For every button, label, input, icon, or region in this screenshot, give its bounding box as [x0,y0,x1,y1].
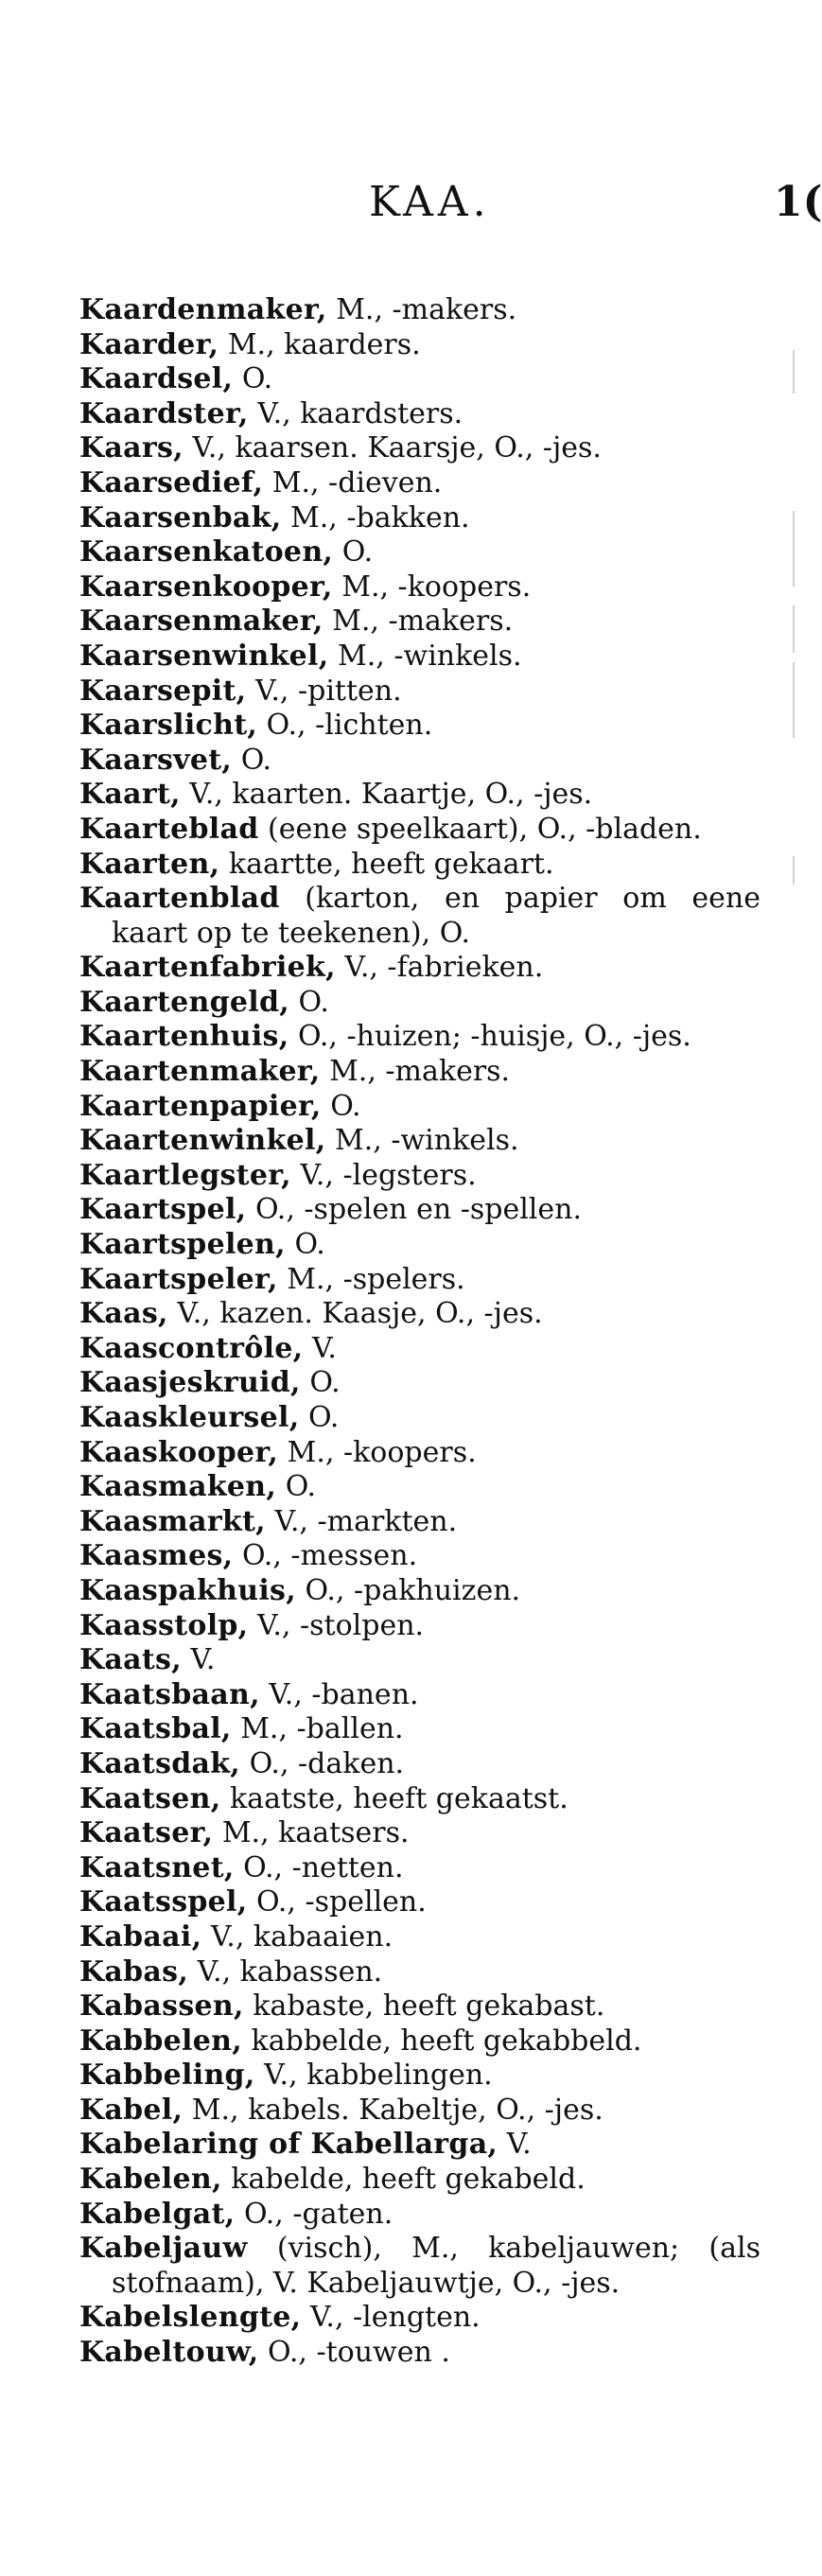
entry-definition: (karton, en papier om eene kaart op te teekenen), O. [112,882,761,950]
entry-headword: Kabbelen, [79,2024,242,2058]
dictionary-entry [79,2024,761,2059]
entry-definition: V., kabaaien. [210,1919,394,1954]
entry-headword: Kaats, [79,1643,182,1677]
entry-definition: M., -makers. [329,1055,511,1089]
dictionary-entry [79,501,761,536]
page-number: 1( [774,178,822,226]
entry-headword: Kaarsenkatoen, [79,535,334,570]
dictionary-entry [79,744,761,779]
entry-definition: O., -pakhuizen. [305,1573,521,1607]
dictionary-entry [79,1090,761,1125]
entry-definition: V. [311,1331,337,1365]
gutter-rule [793,662,795,738]
dictionary-entry [79,1263,761,1298]
entry-headword: Kaasmarkt, [79,1504,266,1538]
dictionary-entry [79,1470,761,1505]
entry-headword: Kaarsenkooper, [79,570,333,604]
entry-definition: V., -lengten. [309,2301,481,2335]
entry-headword: Kabel, [79,2093,184,2127]
entry-definition: O. [294,1228,325,1262]
dictionary-entry [79,328,761,363]
entry-definition: V., kaarten. Kaartje, O., -jes. [189,778,593,812]
dictionary-entry [79,1782,761,1817]
dictionary-entry [79,778,761,813]
dictionary-entry [79,1678,761,1713]
entry-definition: O., -huizen; -huisje, O., -jes. [298,1020,691,1054]
dictionary-entry [79,2059,761,2094]
entry-headword: Kabaai, [79,1919,202,1954]
entry-headword: Kabassen, [79,1989,244,2024]
dictionary-entry [79,1055,761,1090]
gutter-rule [793,856,795,885]
entry-headword: Kabeltouw, [79,2336,259,2370]
entry-definition: V., -markten. [274,1504,458,1538]
dictionary-entry [79,709,761,744]
entry-definition: V., kaardsters. [257,396,463,430]
entry-definition: M., -winkels. [338,639,522,673]
entry-definition: M., -koopers. [341,570,532,604]
entry-headword: Kaaspakhuis, [79,1573,296,1607]
entry-headword: Kaardster, [79,396,249,430]
dictionary-entry [79,431,761,466]
entry-definition: O., -lichten. [266,709,433,743]
entry-headword: Kaas, [79,1297,168,1331]
entry-headword: Kaartlegster, [79,1158,291,1192]
dictionary-entry [79,1505,761,1540]
entry-definition: V., kabassen. [197,1954,383,1989]
entry-definition: O., -touwen . [268,2336,450,2370]
dictionary-entry [79,951,761,986]
entry-headword: Kaardsel, [79,362,234,396]
dictionary-entry [79,1401,761,1436]
entry-definition: V., -legsters. [300,1158,477,1192]
dictionary-entry [79,1747,761,1782]
dictionary-entry [79,1712,761,1747]
dictionary-entry [79,1436,761,1471]
entry-definition: O. [330,1089,361,1123]
entry-definition: M., -dieven. [271,465,443,499]
entry-headword: Kabas, [79,1954,189,1989]
entry-definition: kaatste, heeft gekaatst. [230,1781,568,1815]
entry-headword: Kaatsen, [79,1781,221,1815]
entry-definition: M., -ballen. [240,1712,404,1746]
dictionary-entry [79,1539,761,1574]
entry-definition: V., -fabrieken. [344,951,544,985]
dictionary-entry [79,1332,761,1367]
entry-headword: Kaasjeskruid, [79,1366,301,1400]
dictionary-entry [79,2301,761,2336]
entry-headword: Kaartenwinkel, [79,1124,326,1158]
entry-headword: Kaarsenwinkel, [79,639,329,673]
entry-definition: kaartte, heeft gekaart. [228,847,554,881]
entry-definition: V., -pitten. [254,674,402,708]
entry-headword: Kaarteblad [79,812,259,846]
entry-headword: Kabelslengte, [79,2301,302,2335]
entry-headword: Kaaskooper, [79,1435,279,1469]
entry-definition: M., -bakken. [290,500,470,534]
entry-headword: Kaardenmaker, [79,293,327,326]
entry-definition: O. [308,1401,340,1434]
entry-definition: M., kaarders. [227,327,421,361]
entry-definition: V., -banen. [269,1677,419,1711]
dictionary-entry [79,466,761,501]
entry-definition: O. [285,1470,317,1504]
gutter-rule [793,350,795,394]
dictionary-entry [79,1366,761,1401]
entry-definition: M., -winkels. [335,1124,519,1158]
dictionary-entry [79,293,761,328]
dictionary-entry [79,640,761,675]
dictionary-entry [79,1193,761,1228]
dictionary-entry [79,1609,761,1644]
dictionary-entry [79,1885,761,1920]
entry-headword: Kaatsbaan, [79,1677,260,1711]
entry-headword: Kaartenmaker, [79,1055,321,1089]
dictionary-entry [79,2128,761,2163]
entry-headword: Kaasmes, [79,1539,234,1573]
dictionary-entry [79,848,761,883]
entry-definition: kabbelde, heeft gekabbeld. [251,2024,642,2058]
dictionary-entry [79,1574,761,1609]
entry-definition: M., kabels. Kabeltje, O., -jes. [191,2093,603,2127]
entry-definition: V., kabbelingen. [264,2059,493,2093]
entry-headword: Kaarder, [79,327,219,361]
entry-definition: O. [240,743,272,777]
dictionary-entry [79,2163,761,2198]
dictionary-entry [79,1020,761,1055]
dictionary-entry [79,397,761,432]
dictionary-entry [79,675,761,710]
gutter-rule [793,511,795,587]
page-header [0,0,822,241]
entry-headword: Kaarsenbak, [79,500,282,534]
entry-definition: (visch), M., kabeljauwen; (als stofnaam), V. Kabeljauwtje, O., -jes. [112,2232,761,2300]
dictionary-entry [79,2232,761,2301]
entry-definition: V., -stolpen. [256,1608,425,1642]
dictionary-entry-list [79,293,761,2371]
entry-headword: Kaartenhuis, [79,1020,289,1054]
dictionary-entry [79,605,761,640]
entry-definition: M., -spelers. [287,1262,465,1296]
entry-headword: Kaars, [79,431,184,465]
entry-headword: Kabelen, [79,2163,222,2197]
entry-headword: Kaartenblad [79,882,280,916]
entry-headword: Kabelaring of Kabellarga, [79,2128,498,2162]
entry-headword: Kaascontrôle, [79,1331,304,1365]
dictionary-entry [79,1159,761,1194]
dictionary-entry [79,1920,761,1955]
dictionary-entry [79,1124,761,1159]
dictionary-entry [79,813,761,848]
entry-headword: Kabeljauw [79,2232,248,2266]
running-head: KAA. [369,178,491,226]
dictionary-entry [79,1643,761,1678]
entry-headword: Kaartspeler, [79,1262,278,1296]
dictionary-entry [79,1851,761,1886]
entry-definition: kabelde, heeft gekabeld. [231,2163,586,2197]
dictionary-entry [79,1816,761,1851]
gutter-rule [793,605,795,653]
entry-definition: V. [190,1643,216,1677]
entry-headword: Kaatsbal, [79,1712,232,1746]
entry-headword: Kaartenfabriek, [79,951,336,985]
dictionary-entry [79,2198,761,2233]
dictionary-entry [79,2336,761,2371]
dictionary-entry [79,535,761,570]
entry-definition: V., kazen. Kaasje, O., -jes. [177,1297,543,1331]
entry-headword: Kaatser, [79,1816,214,1850]
entry-headword: Kaatsdak, [79,1746,241,1780]
entry-definition: O., -gaten. [243,2197,394,2231]
entry-definition: O., -daken. [249,1746,405,1780]
entry-definition: O., -netten. [243,1850,404,1884]
entry-definition: O. [309,1366,341,1400]
entry-headword: Kaarten, [79,847,220,881]
entry-definition: M., -koopers. [287,1435,477,1469]
entry-definition: O., -messen. [241,1539,418,1573]
entry-headword: Kaartengeld, [79,985,289,1019]
entry-headword: Kaarsepit, [79,674,247,708]
entry-headword: Kaarsedief, [79,465,264,499]
entry-definition: V. [506,2128,532,2162]
entry-definition: O. [298,985,329,1019]
dictionary-entry [79,2094,761,2129]
entry-headword: Kaarsenmaker, [79,605,324,639]
entry-definition: O. [241,362,273,396]
entry-definition: M., -makers. [336,293,517,326]
entry-headword: Kaarslicht, [79,709,258,743]
entry-headword: Kaartspel, [79,1193,247,1227]
entry-headword: Kabbeling, [79,2059,255,2093]
entry-definition: kabaste, heeft gekabast. [253,1989,605,2024]
dictionary-entry [79,882,761,951]
entry-definition: M., kaatsers. [221,1816,410,1850]
entry-headword: Kaarsvet, [79,743,233,777]
dictionary-entry [79,1989,761,2024]
entry-definition: O., -spellen. [256,1885,427,1919]
entry-definition: (eene speelkaart), O., -bladen. [268,812,702,846]
entry-headword: Kaasstolp, [79,1608,249,1642]
entry-headword: Kaasmaken, [79,1470,277,1504]
entry-headword: Kaaskleursel, [79,1401,300,1434]
entry-headword: Kaatsspel, [79,1885,248,1919]
dictionary-entry [79,1297,761,1332]
dictionary-entry [79,362,761,397]
entry-headword: Kaart, [79,778,181,812]
entry-headword: Kaatsnet, [79,1850,235,1884]
dictionary-entry [79,570,761,605]
entry-definition: M., -makers. [332,605,514,639]
entry-definition: O., -spelen en -spellen. [254,1193,583,1227]
entry-headword: Kabelgat, [79,2197,236,2231]
dictionary-entry [79,1955,761,1990]
entry-definition: O. [341,535,374,570]
entry-headword: Kaartspelen, [79,1228,286,1262]
entry-headword: Kaartenpapier, [79,1089,322,1123]
dictionary-entry [79,1228,761,1263]
dictionary-entry [79,986,761,1021]
entry-definition: V., kaarsen. Kaarsje, O., -jes. [192,431,602,465]
